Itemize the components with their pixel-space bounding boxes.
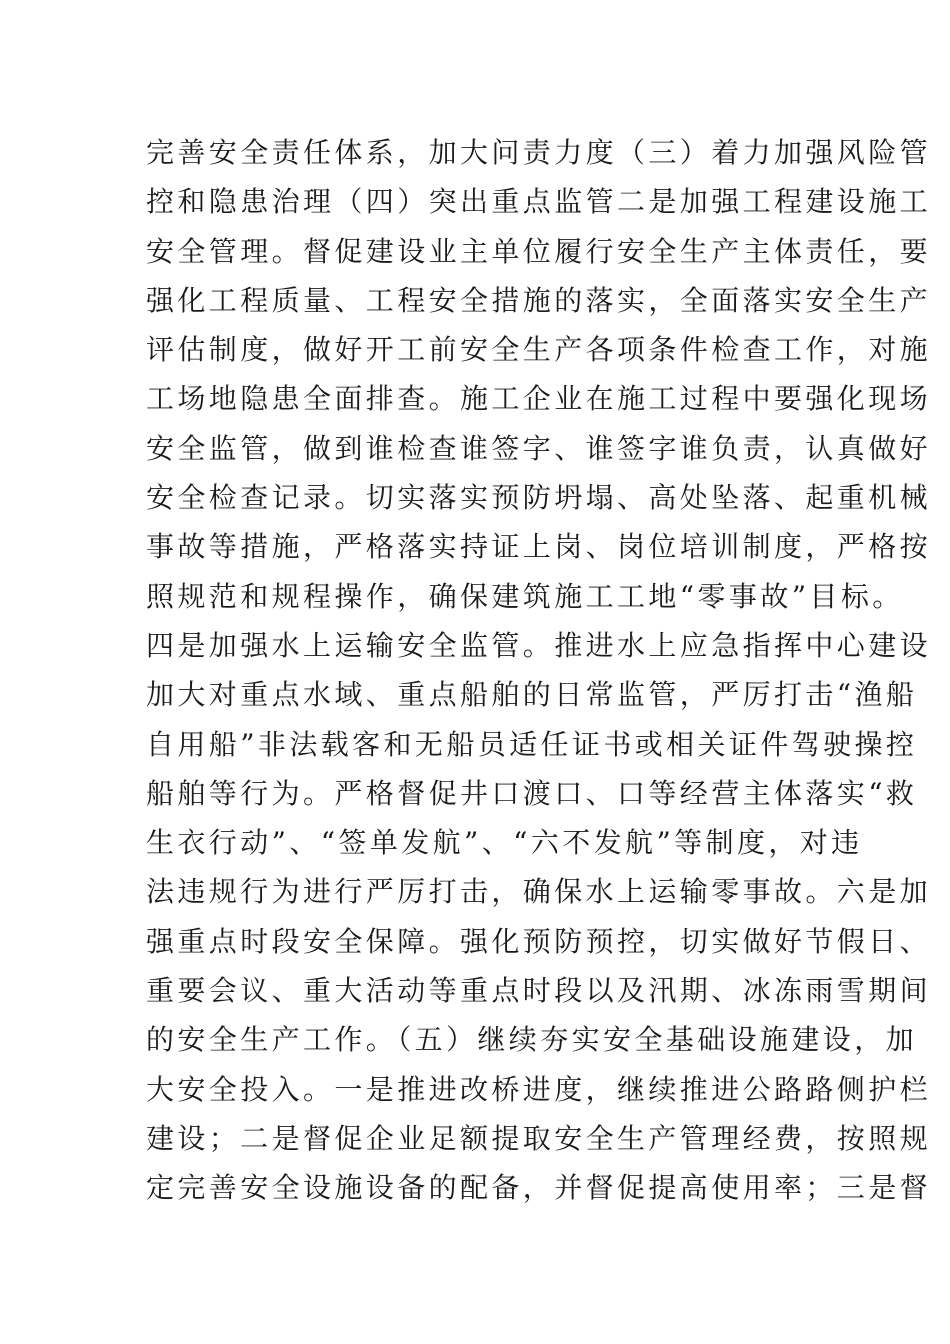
- text-line: 安全监管，做到谁检查谁签字、谁签字谁负责，认真做好: [146, 431, 932, 465]
- text-line: 照规范和规程操作，确保建筑施工工地“零事故”目标。: [146, 579, 904, 613]
- text-line: 评估制度，做好开工前安全生产各项条件检查工作，对施: [146, 333, 932, 367]
- text-line: 强重点时段安全保障。强化预防预控，切实做好节假日、: [146, 924, 932, 958]
- text-line: 自用船”非法载客和无船员适任证书或相关证件驾驶操控: [146, 727, 918, 761]
- text-line: 事故等措施，严格落实持证上岗、岗位培训制度，严格按: [146, 530, 932, 564]
- text-line: 重要会议、重大活动等重点时段以及汛期、冰冻雨雪期间: [146, 974, 932, 1008]
- text-line: 加大对重点水域、重点船舶的日常监管，严厉打击“渔船: [146, 678, 918, 712]
- text-line: 四是加强水上运输安全监管。推进水上应急指挥中心建设: [146, 628, 932, 662]
- text-line: 工场地隐患全面排查。施工企业在施工过程中要强化现场: [146, 382, 932, 416]
- text-line: 安全检查记录。切实落实预防坍塌、高处坠落、起重机械: [146, 481, 932, 515]
- text-line: 强化工程质量、工程安全措施的落实，全面落实安全生产: [146, 283, 932, 317]
- text-line: 船舶等行为。严格督促井口渡口、口等经营主体落实“救: [146, 776, 918, 810]
- body-text: [146, 128, 932, 1213]
- text-line: 定完善安全设施设备的配备，并督促提高使用率；三是督: [146, 1171, 932, 1205]
- text-line: 控和隐患治理（四）突出重点监管二是加强工程建设施工: [146, 185, 932, 219]
- text-line: 完善安全责任体系，加大问责力度（三）着力加强风险管: [146, 136, 932, 169]
- text-line: 建设；二是督促企业足额提取安全生产管理经费，按照规: [146, 1121, 932, 1155]
- text-line: 的安全生产工作。（五）继续夯实安全基础设施建设，加: [146, 1023, 918, 1057]
- text-line: 大安全投入。一是推进改桥进度，继续推进公路路侧护栏: [146, 1072, 932, 1106]
- text-line: 安全管理。督促建设业主单位履行安全生产主体责任，要: [146, 234, 932, 268]
- text-line: 生衣行动”、“签单发航”、“六不发航”等制度，对违: [146, 826, 863, 860]
- text-line: 法违规行为进行严厉打击，确保水上运输零事故。六是加: [146, 875, 932, 909]
